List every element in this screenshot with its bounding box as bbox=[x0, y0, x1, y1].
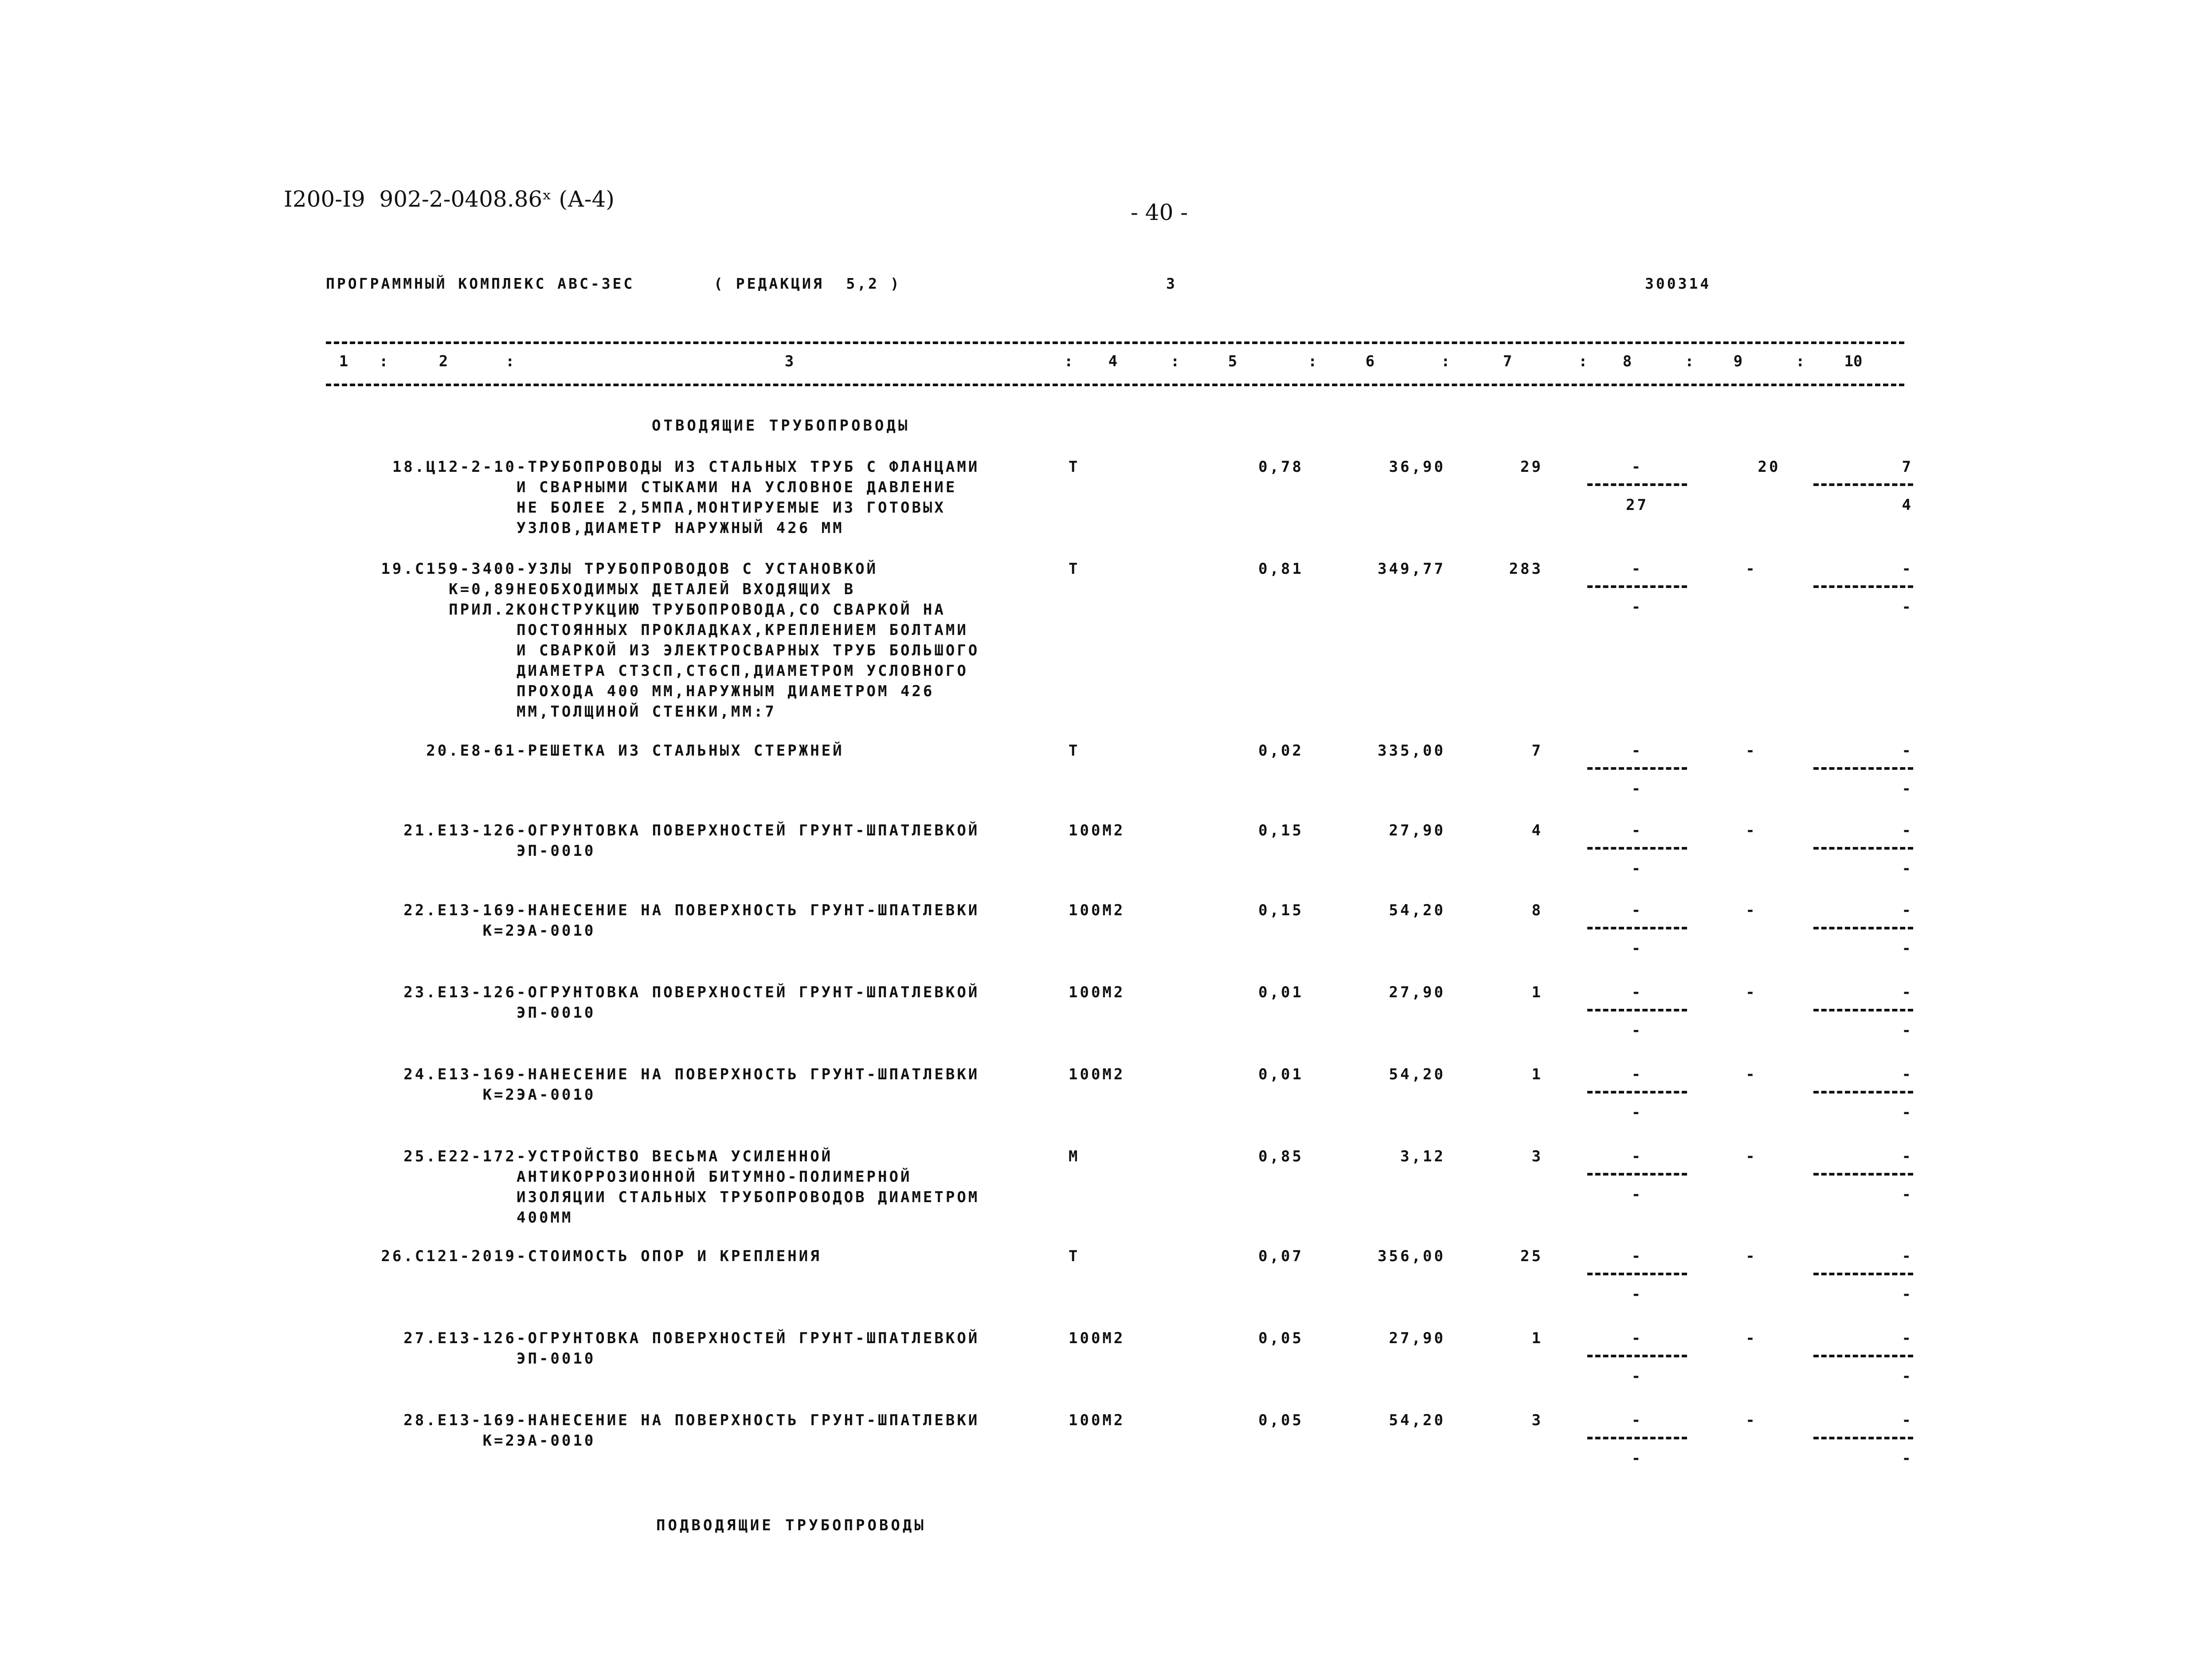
row-col9: - bbox=[1746, 1247, 1757, 1265]
row-description: -НАНЕСЕНИЕ НА ПОВЕРХНОСТЬ ГРУНТ-ШПАТЛЕВКИ ЭА-0010 bbox=[517, 1066, 980, 1104]
row-col10-fraction bbox=[1813, 741, 1913, 803]
row-col10-fraction bbox=[1813, 1410, 1913, 1472]
row-unit-price: 54,20 bbox=[1389, 1411, 1445, 1429]
row-col8-bottom: 27 bbox=[1626, 496, 1648, 514]
row-description: -УСТРОЙСТВО ВЕСЬМА УСИЛЕННОЙ АНТИКОРРОЗИОННОЙ БИТУМНО-ПОЛИМЕРНОЙ ИЗОЛЯЦИИ СТАЛЬНЫХ ТРУБОПРОВОДОВ ДИАМЕТРОМ 400ММ bbox=[517, 1148, 980, 1227]
row-col10-fraction bbox=[1813, 1246, 1913, 1308]
row-quantity: 0,07 bbox=[1258, 1247, 1304, 1265]
column-separator: : bbox=[1171, 353, 1180, 370]
row-col10-top: - bbox=[1902, 560, 1913, 578]
fraction-bar bbox=[1813, 1009, 1913, 1011]
row-col9: 20 bbox=[1758, 458, 1781, 476]
row-unit: 100М2 bbox=[1069, 1411, 1125, 1429]
row-total: 1 bbox=[1531, 1329, 1543, 1347]
row-col8-top: - bbox=[1631, 1329, 1643, 1347]
row-col8-bottom: - bbox=[1631, 1368, 1643, 1385]
row-total: 8 bbox=[1531, 902, 1543, 919]
row-col10-fraction bbox=[1813, 1064, 1913, 1126]
row-col8-fraction bbox=[1587, 457, 1687, 519]
row-col10-bottom: - bbox=[1902, 1450, 1913, 1467]
row-col10-top: - bbox=[1902, 1066, 1913, 1083]
row-unit: Т bbox=[1069, 1247, 1080, 1265]
row-description: -УЗЛЫ ТРУБОПРОВОДОВ С УСТАНОВКОЙ НЕОБХОДИМЫХ ДЕТАЛЕЙ ВХОДЯЩИХ В КОНСТРУКЦИЮ ТРУБОПРОВОДА,СО СВАРКОЙ НА ПОСТОЯННЫХ ПРОКЛАДКАХ,КРЕПЛЕНИЕМ БОЛТАМИ И СВАРКОЙ ИЗ ЭЛЕКТРОСВАРНЫХ ТРУБ БОЛЬШОГО ДИАМЕТРА СТ3СП,СТ6СП,ДИАМЕТРОМ УСЛОВНОГО ПРОХОДА 400 ММ,НАРУЖНЫМ ДИАМЕТРОМ 426 ММ,ТОЛЩИНОЙ СТЕНКИ,ММ:7 bbox=[517, 560, 980, 721]
row-quantity: 0,01 bbox=[1258, 1066, 1304, 1083]
row-total: 4 bbox=[1531, 822, 1543, 839]
row-col10-top: - bbox=[1902, 984, 1913, 1001]
fraction-bar bbox=[1813, 1091, 1913, 1094]
row-quantity: 0,02 bbox=[1258, 742, 1304, 760]
column-separator: : bbox=[1441, 353, 1450, 370]
row-col8-top: - bbox=[1631, 1148, 1643, 1165]
row-code: 28.Е13-169 К=2 bbox=[403, 1411, 517, 1450]
row-unit-price: 36,90 bbox=[1389, 458, 1445, 476]
row-col8-bottom: - bbox=[1631, 860, 1643, 878]
row-unit: Т bbox=[1069, 742, 1080, 760]
row-col10-top: - bbox=[1902, 742, 1913, 760]
row-col8-fraction bbox=[1587, 982, 1687, 1044]
row-col9: - bbox=[1746, 1329, 1757, 1347]
row-total: 7 bbox=[1531, 742, 1543, 760]
column-separator: : bbox=[1685, 353, 1694, 370]
row-col8-fraction bbox=[1587, 820, 1687, 882]
row-col8-top: - bbox=[1631, 458, 1643, 476]
row-col9: - bbox=[1746, 822, 1757, 839]
column-separator: : bbox=[1796, 353, 1805, 370]
row-col8-top: - bbox=[1631, 742, 1643, 760]
row-description: -ОГРУНТОВКА ПОВЕРХНОСТЕЙ ГРУНТ-ШПАТЛЕВКОЙ ЭП-0010 bbox=[517, 984, 980, 1022]
row-unit: 100М2 bbox=[1069, 1329, 1125, 1347]
row-unit-price: 27,90 bbox=[1389, 1329, 1445, 1347]
row-col8-top: - bbox=[1631, 1411, 1643, 1429]
row-unit-price: 27,90 bbox=[1389, 822, 1445, 839]
header-mark: 3 bbox=[1166, 275, 1177, 292]
fraction-bar bbox=[1587, 483, 1687, 486]
row-description: -РЕШЕТКА ИЗ СТАЛЬНЫХ СТЕРЖНЕЙ bbox=[517, 742, 844, 760]
section-title-outlet: ОТВОДЯЩИЕ ТРУБОПРОВОДЫ bbox=[652, 417, 910, 435]
row-quantity: 0,78 bbox=[1258, 458, 1304, 476]
row-col10-bottom: - bbox=[1902, 780, 1913, 798]
row-unit-price: 54,20 bbox=[1389, 902, 1445, 919]
row-unit-price: 335,00 bbox=[1378, 742, 1445, 760]
row-code: 27.Е13-126 bbox=[403, 1329, 517, 1347]
column-number-3: 3 bbox=[784, 353, 794, 370]
row-unit-price: 3,12 bbox=[1400, 1148, 1445, 1165]
row-col9: - bbox=[1746, 560, 1757, 578]
column-number-1: 1 bbox=[339, 353, 348, 370]
row-col10-bottom: - bbox=[1902, 860, 1913, 878]
row-total: 25 bbox=[1520, 1247, 1543, 1265]
row-unit: Т bbox=[1069, 458, 1080, 476]
row-code: 24.Е13-169 К=2 bbox=[403, 1066, 517, 1104]
row-col10-fraction bbox=[1813, 457, 1913, 519]
row-col10-top: - bbox=[1902, 1411, 1913, 1429]
row-description: -НАНЕСЕНИЕ НА ПОВЕРХНОСТЬ ГРУНТ-ШПАТЛЕВКИ ЭА-0010 bbox=[517, 1411, 980, 1450]
row-col8-top: - bbox=[1631, 1247, 1643, 1265]
row-col8-fraction bbox=[1587, 1146, 1687, 1208]
table-top-rule bbox=[326, 341, 1904, 344]
row-col8-fraction bbox=[1587, 1410, 1687, 1472]
row-col10-bottom: 4 bbox=[1902, 496, 1913, 514]
row-col9: - bbox=[1746, 984, 1757, 1001]
row-description: -СТОИМОСТЬ ОПОР И КРЕПЛЕНИЯ bbox=[517, 1247, 822, 1265]
page-number: - 40 - bbox=[1131, 200, 1188, 225]
row-col8-bottom: - bbox=[1631, 780, 1643, 798]
row-quantity: 0,15 bbox=[1258, 902, 1304, 919]
column-number-8: 8 bbox=[1622, 353, 1632, 370]
row-col8-fraction bbox=[1587, 1246, 1687, 1308]
fraction-bar bbox=[1813, 585, 1913, 588]
column-separator: : bbox=[1308, 353, 1317, 370]
fraction-bar bbox=[1813, 767, 1913, 770]
row-col9: - bbox=[1746, 742, 1757, 760]
row-code: 22.Е13-169 К=2 bbox=[403, 902, 517, 940]
fraction-bar bbox=[1813, 483, 1913, 486]
row-code: 23.Е13-126 bbox=[403, 984, 517, 1001]
row-col8-fraction bbox=[1587, 900, 1687, 962]
fraction-bar bbox=[1813, 1437, 1913, 1439]
column-separator: : bbox=[379, 353, 388, 370]
row-col10-fraction bbox=[1813, 900, 1913, 962]
row-quantity: 0,05 bbox=[1258, 1411, 1304, 1429]
fraction-bar bbox=[1813, 1355, 1913, 1357]
fraction-bar bbox=[1587, 1355, 1687, 1357]
document-number: 300314 bbox=[1645, 275, 1711, 292]
row-col10-top: - bbox=[1902, 1329, 1913, 1347]
row-col8-bottom: - bbox=[1631, 1450, 1643, 1467]
row-code: 19.С159-3400 К=0,89 ПРИЛ.2 bbox=[381, 560, 517, 619]
row-quantity: 0,01 bbox=[1258, 984, 1304, 1001]
row-col8-top: - bbox=[1631, 1066, 1643, 1083]
row-unit: М bbox=[1069, 1148, 1080, 1165]
row-col8-bottom: - bbox=[1631, 940, 1643, 957]
fraction-bar bbox=[1813, 1173, 1913, 1176]
row-description: -НАНЕСЕНИЕ НА ПОВЕРХНОСТЬ ГРУНТ-ШПАТЛЕВКИ ЭА-0010 bbox=[517, 902, 980, 940]
row-quantity: 0,85 bbox=[1258, 1148, 1304, 1165]
row-col8-bottom: - bbox=[1631, 1022, 1643, 1039]
row-col10-top: - bbox=[1902, 902, 1913, 919]
row-col10-top: - bbox=[1902, 1148, 1913, 1165]
column-number-5: 5 bbox=[1228, 353, 1237, 370]
program-title: ПРОГРАММНЫЙ КОМПЛЕКС АВС-3ЕС bbox=[326, 275, 635, 292]
fraction-bar bbox=[1587, 1091, 1687, 1094]
row-col8-top: - bbox=[1631, 902, 1643, 919]
row-col10-fraction bbox=[1813, 1328, 1913, 1390]
row-total: 3 bbox=[1531, 1148, 1543, 1165]
row-unit: 100М2 bbox=[1069, 984, 1125, 1001]
row-col9: - bbox=[1746, 1411, 1757, 1429]
column-separator: : bbox=[1064, 353, 1073, 370]
fraction-bar bbox=[1587, 767, 1687, 770]
row-unit: Т bbox=[1069, 560, 1080, 578]
row-unit-price: 356,00 bbox=[1378, 1247, 1445, 1265]
section-title-inlet: ПОДВОДЯЩИЕ ТРУБОПРОВОДЫ bbox=[656, 1517, 926, 1534]
row-col10-bottom: - bbox=[1902, 1104, 1913, 1121]
row-col10-bottom: - bbox=[1902, 940, 1913, 957]
row-col10-fraction bbox=[1813, 1146, 1913, 1208]
row-col8-fraction bbox=[1587, 741, 1687, 803]
row-quantity: 0,81 bbox=[1258, 560, 1304, 578]
row-col8-top: - bbox=[1631, 822, 1643, 839]
row-col8-fraction bbox=[1587, 559, 1687, 621]
row-col9: - bbox=[1746, 1066, 1757, 1083]
column-number-6: 6 bbox=[1365, 353, 1375, 370]
fraction-bar bbox=[1813, 1273, 1913, 1275]
fraction-bar bbox=[1587, 847, 1687, 850]
row-description: -ТРУБОПРОВОДЫ ИЗ СТАЛЬНЫХ ТРУБ С ФЛАНЦАМИ И СВАРНЫМИ СТЫКАМИ НА УСЛОВНОЕ ДАВЛЕНИЕ НЕ БОЛЕЕ 2,5МПА,МОНТИРУЕМЫЕ ИЗ ГОТОВЫХ УЗЛОВ,ДИАМЕТР НАРУЖНЫЙ 426 ММ bbox=[517, 458, 980, 537]
row-unit-price: 27,90 bbox=[1389, 984, 1445, 1001]
fraction-bar bbox=[1587, 1437, 1687, 1439]
row-quantity: 0,05 bbox=[1258, 1329, 1304, 1347]
row-total: 29 bbox=[1520, 458, 1543, 476]
fraction-bar bbox=[1587, 1273, 1687, 1275]
fraction-bar bbox=[1587, 1009, 1687, 1011]
row-col10-fraction bbox=[1813, 559, 1913, 621]
row-col8-top: - bbox=[1631, 560, 1643, 578]
row-col8-bottom: - bbox=[1631, 1186, 1643, 1203]
fraction-bar bbox=[1587, 585, 1687, 588]
row-code: 25.Е22-172 bbox=[403, 1148, 517, 1165]
row-total: 1 bbox=[1531, 984, 1543, 1001]
fraction-bar bbox=[1587, 927, 1687, 929]
row-col10-bottom: - bbox=[1902, 1186, 1913, 1203]
row-code: 18.Ц12-2-10 bbox=[392, 458, 517, 476]
row-col8-bottom: - bbox=[1631, 598, 1643, 616]
row-description: -ОГРУНТОВКА ПОВЕРХНОСТЕЙ ГРУНТ-ШПАТЛЕВКОЙ ЭП-0010 bbox=[517, 1329, 980, 1368]
row-col10-top: 7 bbox=[1902, 458, 1913, 476]
table-header-rule bbox=[326, 384, 1904, 386]
row-unit-price: 54,20 bbox=[1389, 1066, 1445, 1083]
row-code: 20.Е8-61 bbox=[426, 742, 517, 760]
row-quantity: 0,15 bbox=[1258, 822, 1304, 839]
fraction-bar bbox=[1813, 847, 1913, 850]
row-description: -ОГРУНТОВКА ПОВЕРХНОСТЕЙ ГРУНТ-ШПАТЛЕВКОЙ ЭП-0010 bbox=[517, 822, 980, 860]
row-total: 283 bbox=[1509, 560, 1543, 578]
row-col9: - bbox=[1746, 1148, 1757, 1165]
row-col10-top: - bbox=[1902, 1247, 1913, 1265]
row-col10-top: - bbox=[1902, 822, 1913, 839]
column-number-2: 2 bbox=[438, 353, 448, 370]
row-col10-bottom: - bbox=[1902, 598, 1913, 616]
row-total: 3 bbox=[1531, 1411, 1543, 1429]
row-col10-bottom: - bbox=[1902, 1022, 1913, 1039]
column-number-10: 10 bbox=[1844, 353, 1863, 370]
row-col10-fraction bbox=[1813, 820, 1913, 882]
row-total: 1 bbox=[1531, 1066, 1543, 1083]
edition-label: ( РЕДАКЦИЯ 5,2 ) bbox=[714, 275, 901, 292]
row-unit-price: 349,77 bbox=[1378, 560, 1445, 578]
row-col10-fraction bbox=[1813, 982, 1913, 1044]
row-code: 21.Е13-126 bbox=[403, 822, 517, 839]
column-number-7: 7 bbox=[1503, 353, 1512, 370]
row-col10-bottom: - bbox=[1902, 1368, 1913, 1385]
row-col8-bottom: - bbox=[1631, 1104, 1643, 1121]
row-col8-fraction bbox=[1587, 1064, 1687, 1126]
row-col8-fraction bbox=[1587, 1328, 1687, 1390]
row-unit: 100М2 bbox=[1069, 1066, 1125, 1083]
column-number-9: 9 bbox=[1733, 353, 1743, 370]
fraction-bar bbox=[1813, 927, 1913, 929]
row-unit: 100М2 bbox=[1069, 822, 1125, 839]
row-col8-top: - bbox=[1631, 984, 1643, 1001]
column-separator: : bbox=[505, 353, 515, 370]
sheet-code: I200-I9 902-2-0408.86ˣ (А-4) bbox=[284, 186, 615, 212]
row-unit: 100М2 bbox=[1069, 902, 1125, 919]
fraction-bar bbox=[1587, 1173, 1687, 1176]
column-separator: : bbox=[1578, 353, 1588, 370]
column-number-4: 4 bbox=[1108, 353, 1118, 370]
row-col10-bottom: - bbox=[1902, 1286, 1913, 1303]
row-code: 26.С121-2019 bbox=[381, 1247, 517, 1265]
row-col9: - bbox=[1746, 902, 1757, 919]
row-col8-bottom: - bbox=[1631, 1286, 1643, 1303]
